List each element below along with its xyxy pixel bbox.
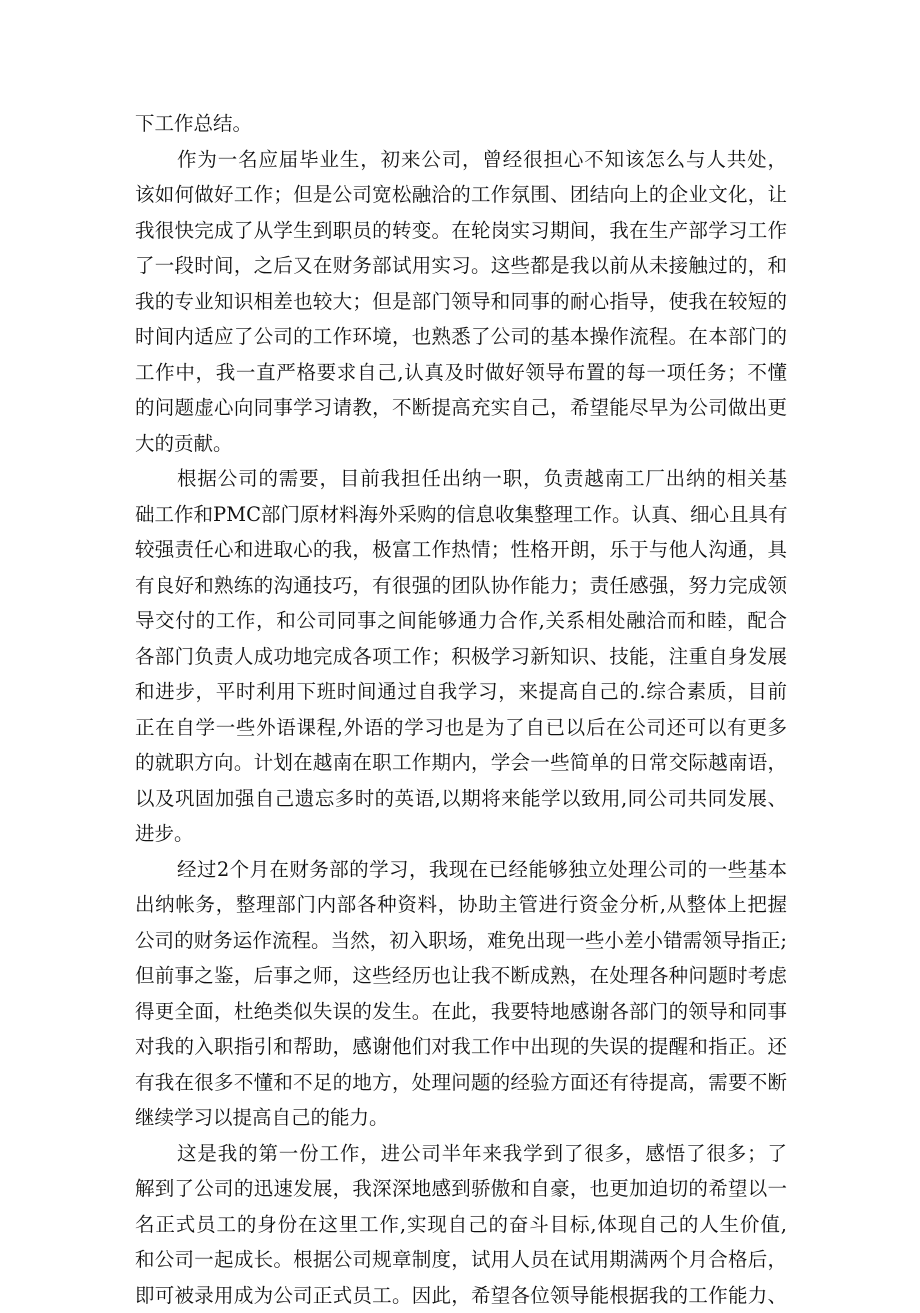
text-line: 得更全面，杜绝类似失误的发生。在此，我要特地感谢各部门的领导和同事 xyxy=(135,994,787,1030)
text-line: 各部门负责人成功地完成各项工作；积极学习新知识、技能，注重自身发展 xyxy=(135,639,787,675)
paragraph-first-line: 作为一名应届毕业生，初来公司，曾经很担心不知该怎么与人共处， xyxy=(135,142,787,178)
paragraph-first-line: 根据公司的需要，目前我担任出纳一职，负责越南工厂出纳的相关基 xyxy=(135,461,787,497)
text-line: 较强责任心和进取心的我，极富工作热情；性格开朗，乐于与他人沟通，具 xyxy=(135,532,787,568)
text-line: 的问题虚心向同事学习请教，不断提高充实自己，希望能尽早为公司做出更 xyxy=(135,390,787,426)
text-line: 导交付的工作，和公司同事之间能够通力合作,关系相处融洽而和睦，配合 xyxy=(135,603,787,639)
text-line: 的就职方向。计划在越南在职工作期内，学会一些简单的日常交际越南语， xyxy=(135,745,787,781)
text-line: 工作中，我一直严格要求自己,认真及时做好领导布置的每一项任务；不懂 xyxy=(135,355,787,391)
text-line: 该如何做好工作；但是公司宽松融洽的工作氛围、团结向上的企业文化，让 xyxy=(135,177,787,213)
text-line: 础工作和PMC部门原材料海外采购的信息收集整理工作。认真、细心且具有 xyxy=(135,497,787,533)
text-line: 即可被录用成为公司正式员工。因此，希望各位领导能根据我的工作能力、 xyxy=(135,1278,787,1313)
text-line: 大的贡献。 xyxy=(135,426,787,462)
text-line: 对我的入职指引和帮助，感谢他们对我工作中出现的失误的提醒和指正。还 xyxy=(135,1029,787,1065)
text-line: 时间内适应了公司的工作环境，也熟悉了公司的基本操作流程。在本部门的 xyxy=(135,319,787,355)
paragraph-first-line: 经过2个月在财务部的学习，我现在已经能够独立处理公司的一些基本 xyxy=(135,852,787,888)
text-line: 名正式员工的身份在这里工作,实现自己的奋斗目标,体现自己的人生价值, xyxy=(135,1207,787,1243)
text-line: 但前事之鉴，后事之师，这些经历也让我不断成熟，在处理各种问题时考虑 xyxy=(135,958,787,994)
text-line: 正在自学一些外语课程,外语的学习也是为了自已以后在公司还可以有更多 xyxy=(135,710,787,746)
text-line: 了一段时间，之后又在财务部试用实习。这些都是我以前从未接触过的，和 xyxy=(135,248,787,284)
text-line: 有我在很多不懂和不足的地方，处理问题的经验方面还有待提高，需要不断 xyxy=(135,1065,787,1101)
text-line: 以及巩固加强自己遗忘多时的英语,以期将来能学以致用,同公司共同发展、 xyxy=(135,781,787,817)
text-line: 我的专业知识相差也较大；但是部门领导和同事的耐心指导，使我在较短的 xyxy=(135,284,787,320)
text-line: 有良好和熟练的沟通技巧，有很强的团队协作能力；责任感强，努力完成领 xyxy=(135,568,787,604)
text-line: 公司的财务运作流程。当然，初入职场，难免出现一些小差小错需领导指正; xyxy=(135,923,787,959)
text-line: 和进步，平时利用下班时间通过自我学习，来提高自己的.综合素质，目前 xyxy=(135,674,787,710)
text-line: 进步。 xyxy=(135,816,787,852)
text-line: 解到了公司的迅速发展，我深深地感到骄傲和自豪，也更加迫切的希望以一 xyxy=(135,1171,787,1207)
text-line: 下工作总结。 xyxy=(135,106,787,142)
text-line: 我很快完成了从学生到职员的转变。在轮岗实习期间，我在生产部学习工作 xyxy=(135,213,787,249)
paragraph-first-line: 这是我的第一份工作，进公司半年来我学到了很多，感悟了很多；了 xyxy=(135,1136,787,1172)
text-line: 继续学习以提高自己的能力。 xyxy=(135,1100,787,1136)
text-line: 出纳帐务，整理部门内部各种资料，协助主管进行资金分析,从整体上把握 xyxy=(135,887,787,923)
body-text xyxy=(135,106,787,1313)
text-line: 和公司一起成长。根据公司规章制度，试用人员在试用期满两个月合格后， xyxy=(135,1242,787,1278)
